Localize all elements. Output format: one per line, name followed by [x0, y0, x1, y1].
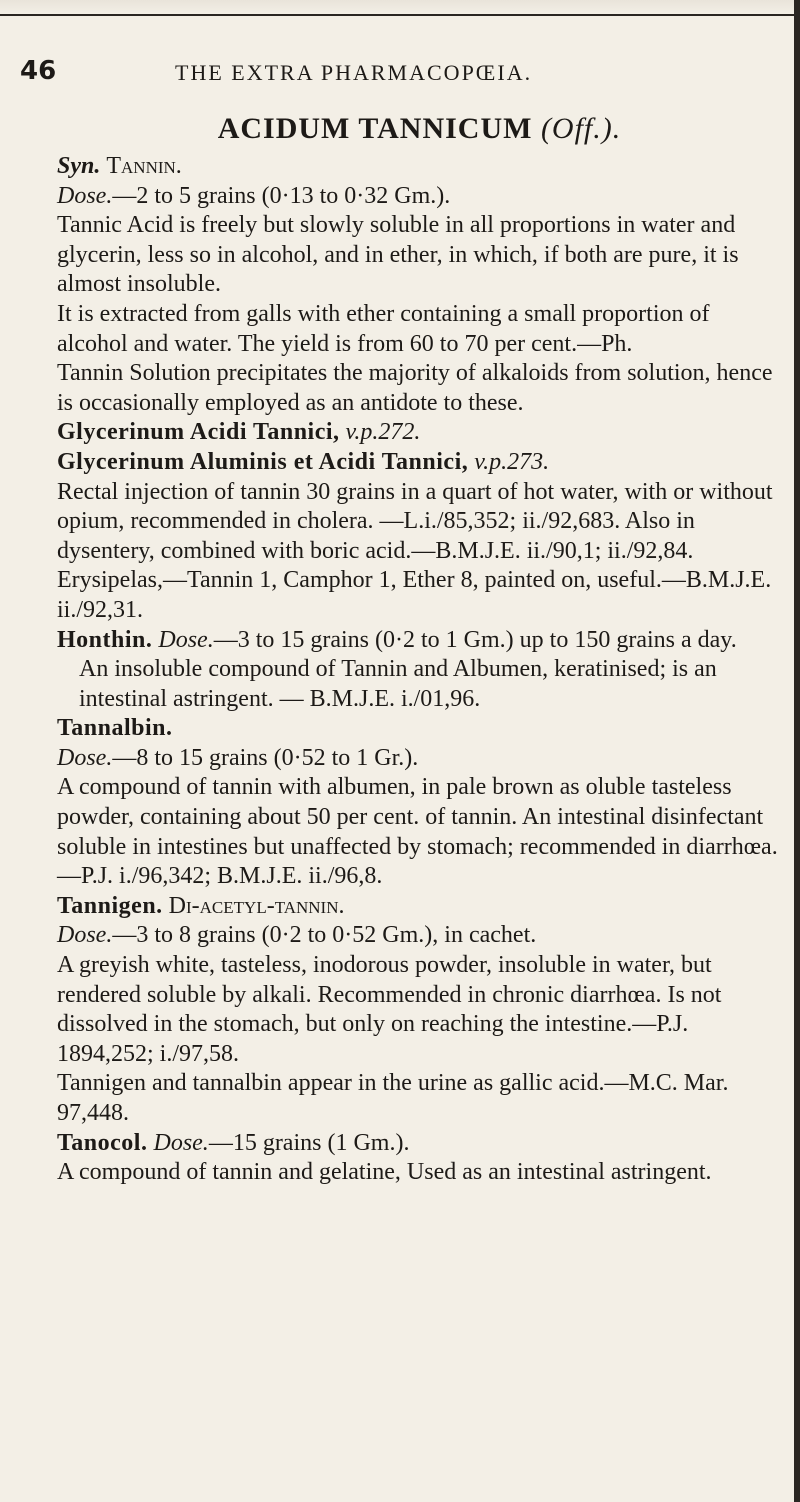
synonym-line — [57, 152, 782, 182]
entry-title — [57, 110, 782, 148]
paragraph-tanocol: A compound of tannin and gelatine, Used as an intestinal astringent. — [57, 1159, 712, 1186]
glycerinum-2-name: Glycerinum Aluminis et Acidi Tannici, — [57, 448, 469, 475]
tanocol-name: Tanocol. — [57, 1129, 148, 1156]
honthin-heading — [57, 626, 782, 656]
honthin-dose-text: —3 to 15 grains (0·2 to 1 Gm.) up to 150 grains a day. — [213, 626, 737, 653]
page-body — [57, 110, 782, 1188]
tannalbin-dose-line — [57, 744, 782, 774]
page-right-edge — [794, 0, 800, 1502]
dose-label: Dose. — [57, 182, 113, 209]
paragraph-tannigen: A greyish white, tasteless, inodorous powder, insoluble in water, but rendered soluble by alkali. Recommended in chronic diarrhœa. Is not dissolved in the stomach, but only on reaching the intestine.—P.J. 1894,252; i./97,58. — [57, 952, 722, 1067]
paragraph-tannalbin: A compound of tannin with albumen, in pale brown as oluble tasteless powder, containing about 50 per cent. of tannin. An intestinal disinfectant soluble in intestines but unaffected by stomach; recommended in diarrhœa.—P.J. i./96,342; B.M.J.E. ii./96,8. — [57, 774, 778, 890]
tannalbin-heading — [57, 714, 782, 744]
paragraph-honthin: An insoluble compound of Tannin and Albumen, keratinised; is an intestinal astringent. — B.M.J.E. i./01,96. — [79, 656, 717, 712]
page-top-rule — [0, 0, 800, 16]
tanocol-dose-label: Dose. — [153, 1129, 209, 1156]
page-number: 46 — [20, 56, 57, 86]
glycerinum-acidi-tannici — [57, 418, 782, 448]
tannigen-dose-label: Dose. — [57, 922, 113, 949]
glycerinum-aluminis — [57, 448, 782, 478]
book-title: THE EXTRA PHARMACOPŒIA. — [175, 60, 533, 85]
syn-label: Syn. — [57, 153, 101, 179]
dose-text: —2 to 5 grains (0·13 to 0·32 Gm.). — [112, 182, 451, 209]
tannigen-dose-line — [57, 921, 782, 951]
tannigen-heading — [57, 892, 782, 922]
paragraph-precipitates: Tannin Solution precipitates the majority of alkaloids from solution, hence is occasionally employed as an antidote to these. — [57, 360, 773, 416]
paragraph-urine: Tannigen and tannalbin appear in the urine as gallic acid.—M.C. Mar. 97,448. — [57, 1070, 729, 1126]
glycerinum-1-name: Glycerinum Acidi Tannici, — [57, 419, 340, 446]
dose-line — [57, 182, 782, 212]
honthin-dose-label: Dose. — [158, 626, 214, 653]
tannigen-dose-text: —3 to 8 grains (0·2 to 0·52 Gm.), in cachet. — [112, 922, 537, 949]
tanocol-dose-text: —15 grains (1 Gm.). — [208, 1129, 410, 1156]
tannalbin-dose-label: Dose. — [57, 744, 113, 771]
honthin-name: Honthin. — [57, 626, 153, 653]
running-head — [20, 56, 780, 90]
tannalbin-name: Tannalbin. — [57, 715, 173, 742]
glycerinum-2-ref: v.p.273. — [474, 448, 550, 475]
paragraph-erysipelas: Erysipelas,—Tannin 1, Camphor 1, Ether 8, painted on, useful.—B.M.J.E. ii./92,31. — [57, 567, 772, 623]
paragraph-rectal: Rectal injection of tannin 30 grains in a quart of hot water, with or without opium, recommended in cholera. —L.i./85,352; ii./92,683. Also in dysentery, combined with boric acid.—B.M.J.E. ii./90,1; ii./92,84. — [57, 478, 773, 564]
glycerinum-1-ref: v.p.272. — [345, 419, 421, 446]
tannigen-synonym: Di-acetyl-tannin. — [168, 892, 345, 919]
paragraph-solubility: Tannic Acid is freely but slowly soluble in all proportions in water and glycerin, less so in alcohol, and in ether, in which, if both are pure, it is almost insoluble. — [57, 212, 739, 298]
tanocol-heading — [57, 1129, 782, 1159]
tannalbin-dose-text: —8 to 15 grains (0·52 to 1 Gr.). — [112, 744, 419, 771]
entry-title-text: ACIDUM TANNICUM — [217, 112, 533, 145]
tannigen-name: Tannigen. — [57, 892, 163, 919]
official-mark: (Off.). — [540, 112, 622, 145]
paragraph-extraction: It is extracted from galls with ether containing a small proportion of alcohol and water. The yield is from 60 to 70 per cent.—Ph. — [57, 300, 710, 357]
syn-text: Tannin. — [106, 153, 182, 179]
